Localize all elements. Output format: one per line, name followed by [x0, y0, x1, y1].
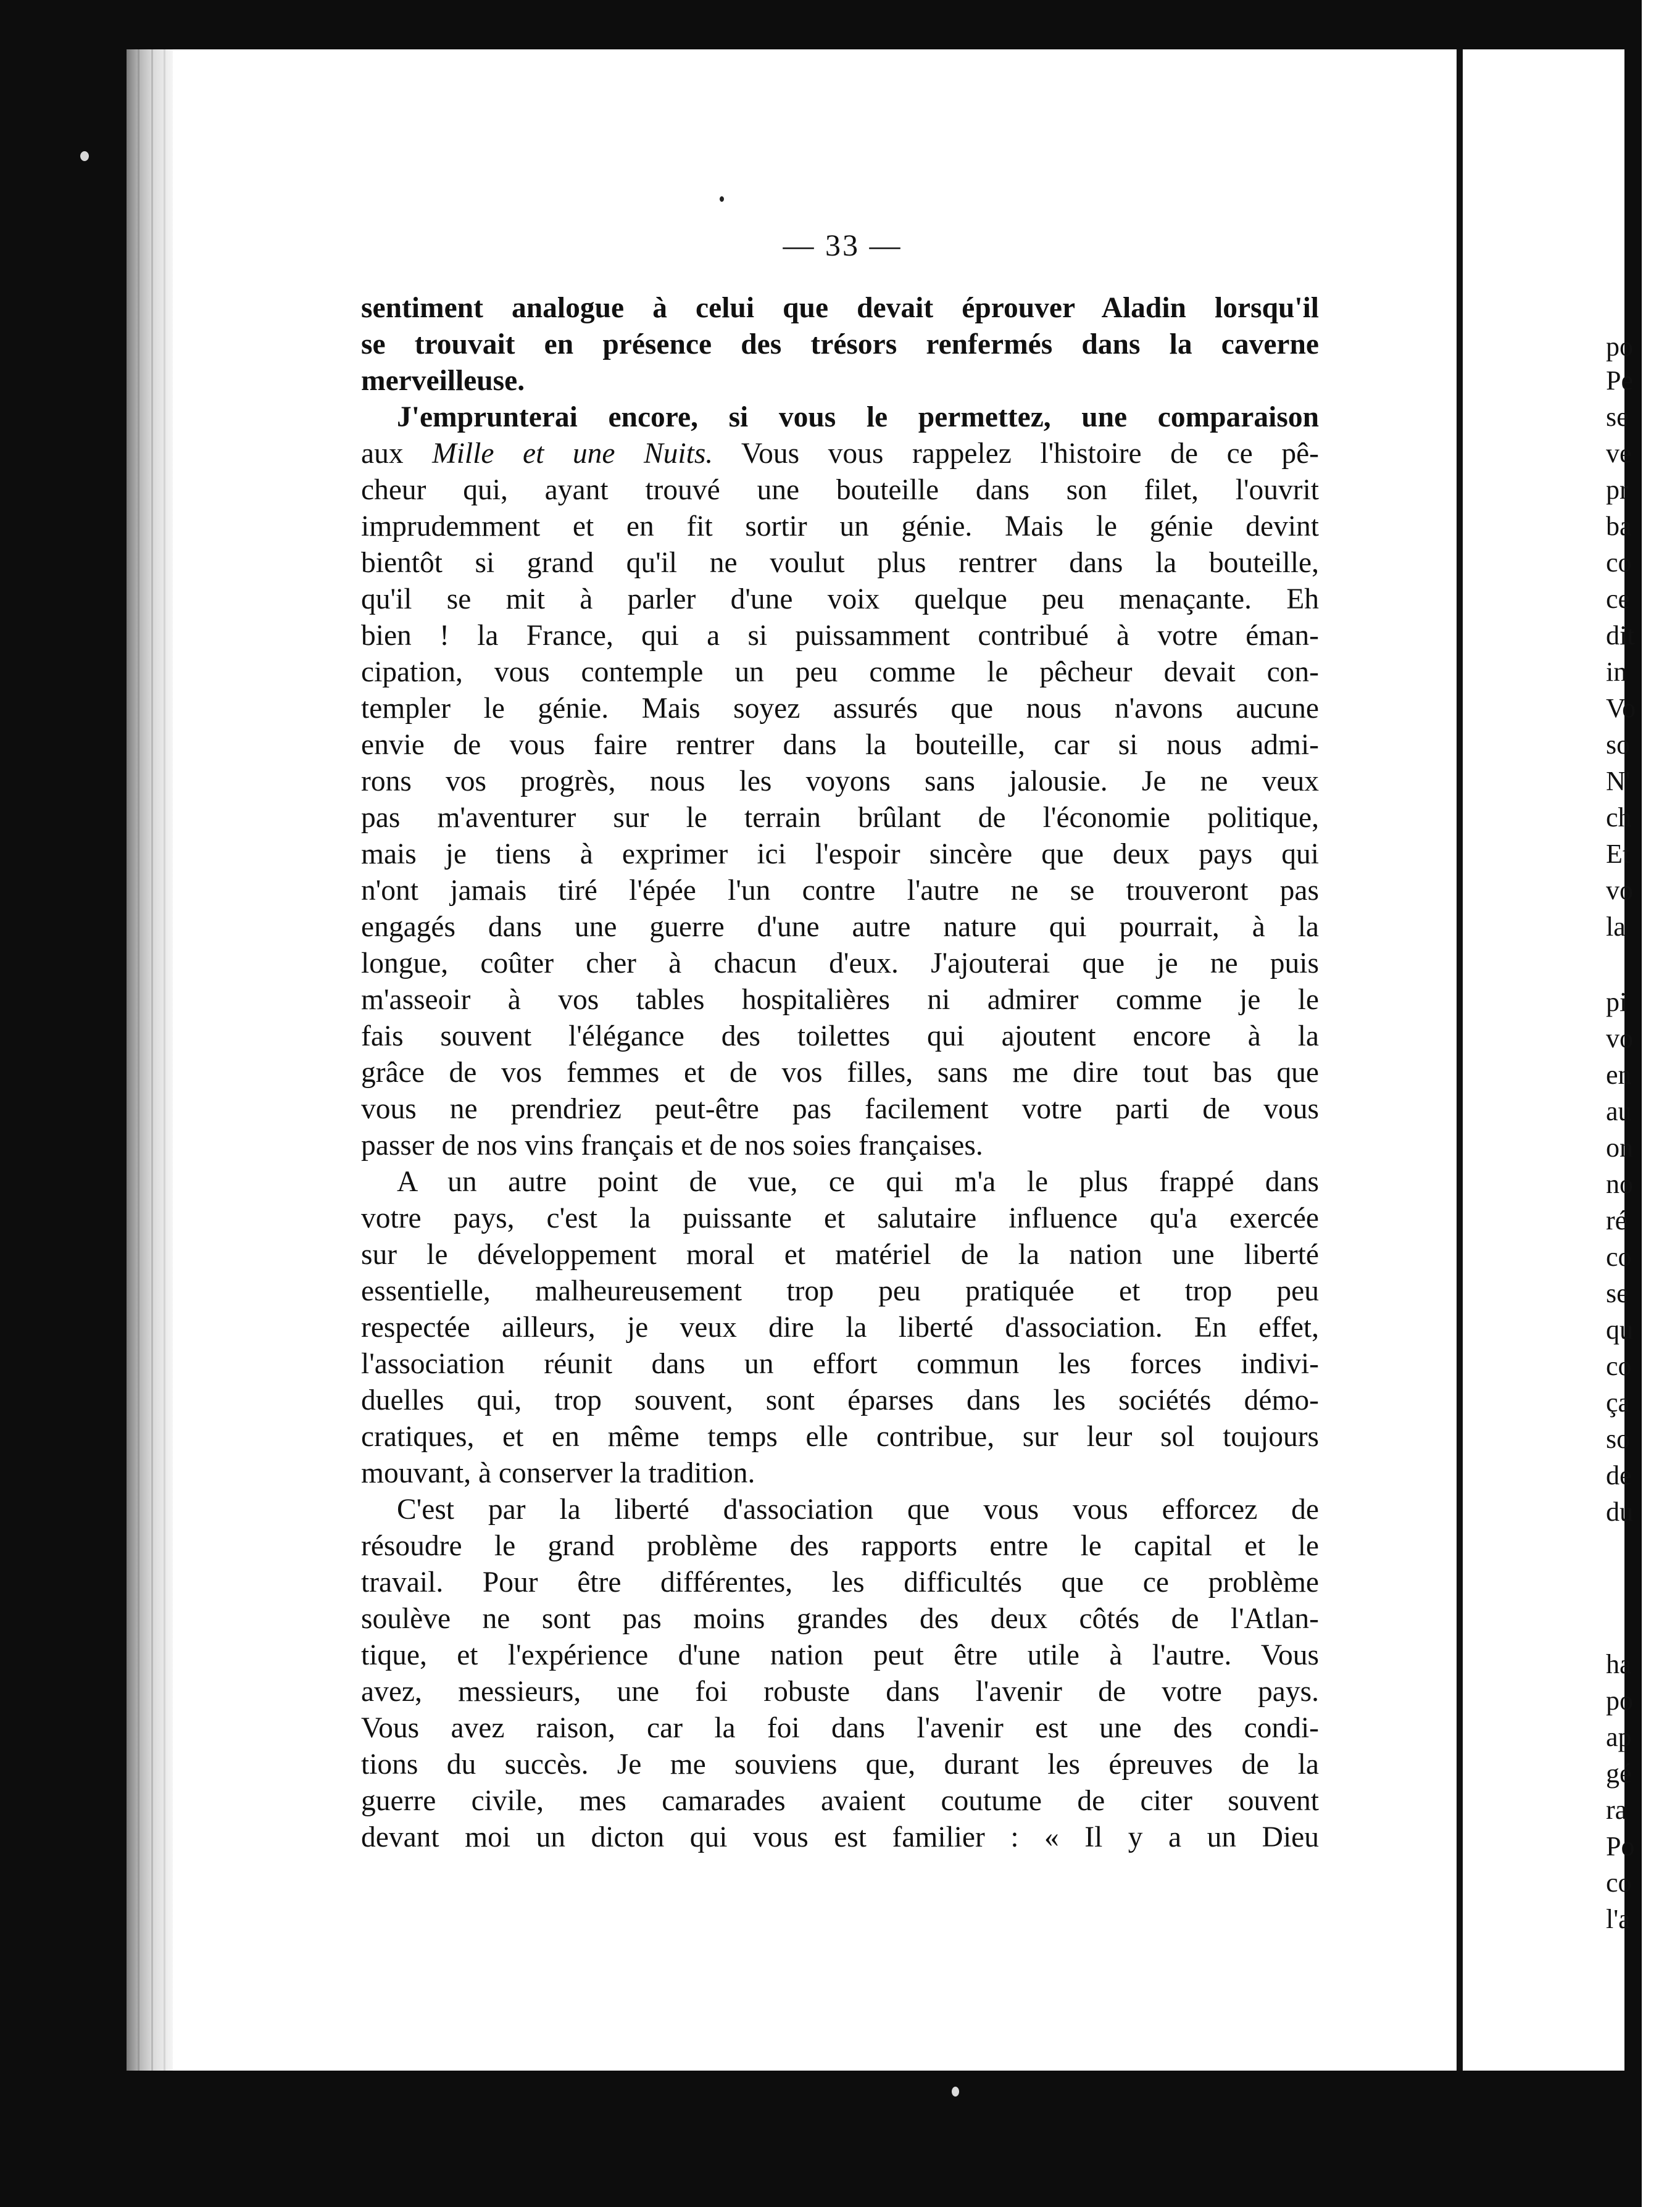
next-page-fragment: de	[1606, 1460, 1632, 1490]
text-line: cheur qui, ayant trouvé une bouteille dans son filet, l'ouvrit	[361, 474, 1319, 506]
text-line: Vous avez raison, car la foi dans l'avenir est une des condi-	[361, 1712, 1319, 1744]
text-line: A un autre point de vue, ce qui m'a le plus frappé dans	[397, 1166, 1319, 1198]
next-page-fragment: co	[1606, 547, 1632, 578]
text-line: mouvant, à conserver la tradition.	[361, 1457, 755, 1489]
text-line: résoudre le grand problème des rapports entre le capital et le	[361, 1530, 1319, 1562]
next-page-fragment: ra	[1606, 1795, 1628, 1825]
text-line: se trouvait en présence des trésors renfermés dans la caverne	[361, 328, 1319, 360]
next-page-fragment: on	[1606, 1133, 1633, 1163]
next-page-fragment: du	[1606, 1497, 1633, 1527]
text-line: envie de vous faire rentrer dans la bouteille, car si nous admi-	[361, 729, 1319, 761]
next-page-fragment: ré	[1606, 1205, 1628, 1236]
text-line: rons vos progrès, nous les voyons sans jalousie. Je ne veux	[361, 765, 1319, 797]
next-page-fragment: Po	[1606, 1831, 1635, 1861]
page-divider	[1457, 49, 1463, 2071]
scan-border-bottom	[0, 2071, 1642, 2207]
text-line: n'ont jamais tiré l'épée l'un contre l'autre ne se trouveront pas	[361, 875, 1319, 907]
text-line: passer de nos vins français et de nos soies françaises.	[361, 1129, 983, 1162]
next-page-fragment: Et	[1606, 839, 1631, 869]
text-line: respectée ailleurs, je veux dire la liberté d'association. En effet,	[361, 1311, 1319, 1344]
text-line: merveilleuse.	[361, 365, 525, 397]
next-page-fragment: se	[1606, 1278, 1629, 1308]
text-line: l'association réunit dans un effort commun les forces indivi-	[361, 1348, 1319, 1380]
next-page-fragment: dit	[1606, 620, 1635, 650]
text-line: J'emprunterai encore, si vous le permettez, une comparaison	[397, 401, 1319, 433]
text-line: m'asseoir à vos tables hospitalières ni admirer comme je le	[361, 984, 1319, 1016]
next-page-fragment: pi	[1606, 987, 1628, 1017]
next-page-fragment: se	[1606, 402, 1629, 432]
text-line: tique, et l'expérience d'une nation peut être utile à l'autre. Vous	[361, 1639, 1319, 1671]
ink-speck	[952, 2087, 959, 2097]
text-line: soulève ne sont pas moins grandes des deux côtés de l'Atlan-	[361, 1603, 1319, 1635]
text-line: sur le développement moral et matériel de la nation une liberté	[361, 1239, 1319, 1271]
text-span: Vous vous rappelez l'histoire de ce pê-	[741, 438, 1319, 470]
next-page-fragment: so	[1606, 1424, 1631, 1454]
text-line: fais souvent l'élégance des toilettes qui ajoutent encore à la	[361, 1020, 1319, 1052]
next-page-fragment: N'	[1606, 766, 1631, 796]
next-page-fragment: gé	[1606, 1758, 1632, 1789]
text-line: essentielle, malheureusement trop peu pratiquée et trop peu	[361, 1275, 1319, 1307]
text-line: imprudemment et en fit sortir un génie. Mais le génie devint	[361, 510, 1319, 542]
next-page-fragment: ch	[1606, 802, 1632, 833]
scan-border-top	[0, 0, 1642, 49]
page-gutter-shadow	[127, 49, 173, 2071]
next-page-fragment: co	[1606, 1868, 1632, 1898]
next-page-fragment: vo	[1606, 875, 1633, 905]
ink-speck	[720, 196, 724, 202]
page-edge-line	[151, 49, 153, 2071]
next-page-fragment: co	[1606, 1351, 1632, 1381]
text-line: bien ! la France, qui a si puissamment contribué à votre éman-	[361, 620, 1319, 652]
next-page-edge	[1463, 49, 1636, 2071]
next-page-fragment: no	[1606, 1169, 1633, 1199]
text-line: grâce de vos femmes et de vos filles, sans me dire tout bas que	[361, 1057, 1319, 1089]
text-line: mais je tiens à exprimer ici l'espoir sincère que deux pays qui	[361, 838, 1319, 870]
next-page-fragment: in	[1606, 657, 1628, 687]
text-line: cratiques, et en même temps elle contribue, sur leur sol toujours	[361, 1421, 1319, 1453]
text-line: sentiment analogue à celui que devait éprouver Aladin lorsqu'il	[361, 292, 1319, 324]
text-line: C'est par la liberté d'association que vous vous efforcez de	[397, 1494, 1319, 1526]
text-line: travail. Pour être différentes, les difficultés que ce problème	[361, 1566, 1319, 1598]
text-line: cipation, vous contemple un peu comme le pêcheur devait con-	[361, 656, 1319, 688]
text-line: pas m'aventurer sur le terrain brûlant de l'économie politique,	[361, 802, 1319, 834]
next-page-fragment: ça	[1606, 1387, 1631, 1418]
page-body-text	[361, 290, 1319, 1856]
dust-speck	[80, 151, 89, 161]
next-page-fragment: qu	[1606, 1315, 1633, 1345]
next-page-fragment: Pe	[1606, 365, 1633, 396]
next-page-fragment: po	[1606, 331, 1633, 362]
next-page-fragment: vo	[1606, 1023, 1633, 1054]
text-line: tions du succès. Je me souviens que, durant les épreuves de la	[361, 1748, 1319, 1781]
next-page-fragment: so	[1606, 729, 1631, 760]
scan-border-left	[0, 0, 127, 2207]
text-line	[361, 436, 1319, 472]
next-page-fragment: ba	[1606, 511, 1632, 541]
next-page-fragment: ha	[1606, 1649, 1632, 1679]
next-page-fragment: Vo	[1606, 693, 1636, 723]
text-line: avez, messieurs, une foi robuste dans l'avenir de votre pays.	[361, 1676, 1319, 1708]
text-line: vous ne prendriez peut-être pas facilement votre parti de vous	[361, 1093, 1319, 1125]
page-edge-line	[164, 49, 165, 2071]
text-line: votre pays, c'est la puissante et salutaire influence qu'a exercée	[361, 1202, 1319, 1234]
text-line: devant moi un dicton qui vous est familier : « Il y a un Dieu	[361, 1821, 1319, 1853]
text-span: aux	[361, 438, 404, 470]
next-page-fragment: pr	[1606, 475, 1629, 505]
next-page-fragment: l'a	[1606, 1904, 1631, 1934]
text-line: bientôt si grand qu'il ne voulut plus rentrer dans la bouteille,	[361, 547, 1319, 579]
next-page-fragment: la	[1606, 912, 1626, 942]
next-page-fragment: ve	[1606, 438, 1632, 468]
next-page-fragment: co	[1606, 1242, 1632, 1272]
text-line: guerre civile, mes camarades avaient coutume de citer souvent	[361, 1785, 1319, 1817]
text-line: longue, coûter cher à chacun d'eux. J'ajouterai que je ne puis	[361, 947, 1319, 979]
next-page-fragment: au	[1606, 1096, 1632, 1126]
text-line: duelles qui, trop souvent, sont éparses dans les sociétés démo-	[361, 1384, 1319, 1416]
next-page-fragment: ap	[1606, 1722, 1632, 1752]
text-line: qu'il se mit à parler d'une voix quelque peu menaçante. Eh	[361, 583, 1319, 615]
text-line: templer le génie. Mais soyez assurés que nous n'avons aucune	[361, 692, 1319, 725]
next-page-fragment: ce	[1606, 584, 1631, 614]
page-edge-line	[138, 49, 139, 2071]
book-title-italic: Mille et une Nuits.	[432, 438, 713, 470]
next-page-fragment: en	[1606, 1060, 1632, 1090]
next-page-fragment: po	[1606, 1685, 1633, 1716]
page-number: — 33 —	[783, 228, 902, 262]
text-line: engagés dans une guerre d'une autre nature qui pourrait, à la	[361, 911, 1319, 943]
